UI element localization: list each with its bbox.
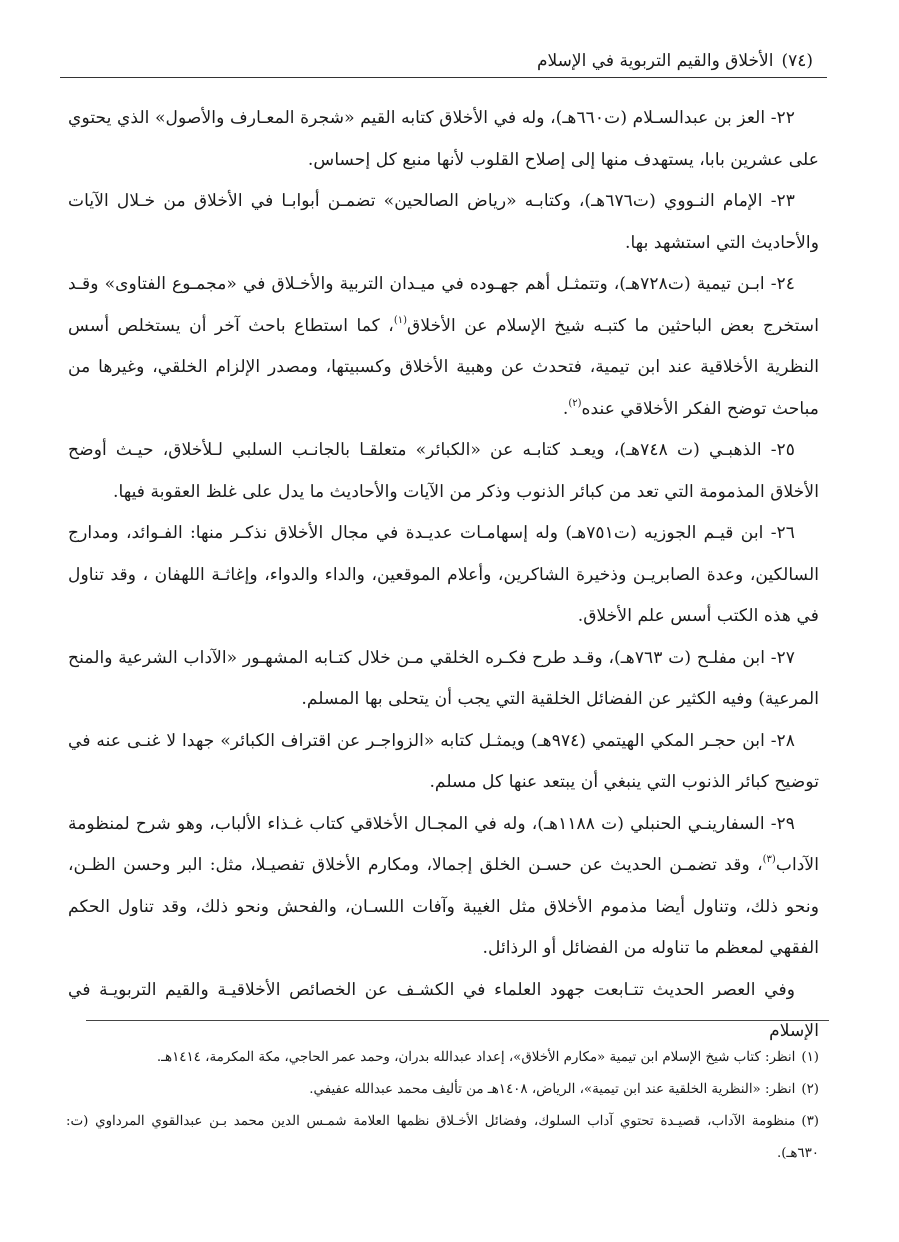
paragraph-text: ٢٧- ابن مفلـح (ت ٧٦٣هـ)، وقـد طرح فكـره الخلقي مـن خلال كتـابه المشهـور «الآداب الشرعية والمنح المرعية) وفيه الكثير عن الفضائل الخلقية التي يجب أن يتحلى بها المسلم. bbox=[68, 647, 819, 709]
footnote-2 bbox=[66, 1074, 819, 1106]
footnote-text: انظر: كتاب شيخ الإسلام ابن تيمية «مكارم الأخلاق»، إعداد عبدالله بدران، وحمد عمر الحاجي، مكة المكرمة، ١٤١٤هـ. bbox=[156, 1050, 796, 1065]
footnote-separator bbox=[86, 1020, 829, 1021]
paragraph-text: ٢٣- الإمام النـووي (ت٦٧٦هـ)، وكتابـه «رياض الصالحين» تضمـن أبوابـا في الأخلاق من خـلال الآيات والأحاديث التي استشهد بها. bbox=[68, 191, 819, 253]
paragraph-22 bbox=[68, 98, 819, 181]
footnote-text: انظر: «النظرية الخلقية عند ابن تيمية»، الرياض، ١٤٠٨هـ من تأليف محمد عبدالله عفيفي. bbox=[309, 1082, 796, 1097]
footnotes bbox=[66, 1042, 819, 1170]
paragraph-text: ٢٥- الذهبـي (ت ٧٤٨هـ)، ويعـد كتابـه عن «الكبائر» متعلقـا بالجانـب السلبي لـلأخلاق، حيـث أوضح الأخلاق المذمومة التي تعد من كبائر الذنوب وذكر من الآيات والأحاديث ما يدل على غلظ العقوبة فيها. bbox=[68, 440, 819, 502]
running-header bbox=[60, 44, 813, 74]
paragraph-text: ٢٤- ابـن تيمية (ت٧٢٨هـ)، وتتمثـل أهم جهـوده في ميـدان التربية والأخـلاق في «مجمـوع الفتاوى» وقـد استخرج بعض الباحثين ما كتبـه شيخ الإسلام عن الأخلاق bbox=[68, 274, 819, 336]
paragraph-23 bbox=[68, 181, 819, 264]
footnote-1 bbox=[66, 1042, 819, 1074]
paragraph-text: ٢٦- ابن قيـم الجوزيه (ت٧٥١هـ) وله إسهامـات عديـدة في مجال الأخلاق نذكـر منها: الفـوائد، ومدارج السالكين، وعدة الصابريـن وذخيرة الشاكرين، وأعلام الموقعين، والداء والدواء، وإغاثـة اللهفان ، وقد تناول في هذه الكتب أسس علم الأخلاق. bbox=[68, 523, 819, 626]
paragraph-text: ، وقد تضمـن الحديث عن حسـن الخلق إجمالا، ومكارم الأخلاق تفصيـلا، مثل: البر وحسن الظـن، ونحو ذلك، وتناول أيضا مذموم الأخلاق مثل الغيبة وآفات اللسـان، والفحش ونحو ذلك، وقد تناول الحكم الفقهي لمعظم ما تناوله من الفضائل أو الرذائل. bbox=[68, 855, 819, 958]
paragraph-text: ٢٢- العز بن عبدالسـلام (ت٦٦٠هـ)، وله في الأخلاق كتابه القيم «شجرة المعـارف والأصول» الذي يحتوي على عشرين بابا، يستهدف منها إلى إصلاح القلوب لأنها منبع كل إحساس. bbox=[68, 108, 819, 170]
footnote-number: (٣) bbox=[801, 1114, 819, 1129]
footnote-ref-1: (١) bbox=[393, 314, 408, 326]
paragraph-modern-era bbox=[68, 970, 819, 1053]
paragraph-text: ٢٨- ابن حجـر المكي الهيتمي (٩٧٤هـ) ويمثـل كتابه «الزواجـر عن اقتراف الكبائر» جهدا لا غنـى عنه في توضيح كبائر الذنوب التي ينبغي أن يبتعد عنها كل مسلم. bbox=[68, 730, 819, 792]
running-title: الأخلاق والقيم التربوية في الإسلام bbox=[537, 51, 774, 71]
page-number: (٧٤) bbox=[781, 51, 813, 71]
footnote-ref-2: (٢) bbox=[568, 397, 582, 409]
header-rule bbox=[60, 77, 827, 78]
paragraph-25 bbox=[68, 430, 819, 513]
footnote-text: منظومة الآداب، قصيـدة تحتوي آداب السلوك، وفضائل الأخـلاق نظمها العلامة شمـس الدين محمد بـن عبدالقوي المرداوي (ت: ٦٣٠هـ). bbox=[66, 1114, 819, 1161]
paragraph-26 bbox=[68, 513, 819, 638]
paragraph-text: . bbox=[562, 398, 569, 419]
paragraph-text: ، كما استطاع باحث آخر أن يستخلص أسس النظرية الأخلاقية عند ابن تيمية، فتحدث عن وهبية الأخلاق وكسبيتها، ومصدر الإلزام الخلقي، وغيرها من مباحث توضح الفكر الأخلاقي عنده bbox=[68, 315, 819, 419]
body-text bbox=[68, 98, 819, 1053]
paragraph-29 bbox=[68, 804, 819, 970]
paragraph-text: ٢٩- السفارينـي الحنبلي (ت ١١٨٨هـ)، وله في المجـال الأخلاقي كتاب غـذاء الألباب، وهو شرح لمنظومة الآداب bbox=[68, 813, 819, 875]
footnote-number: (٢) bbox=[801, 1082, 819, 1097]
paragraph-28 bbox=[68, 721, 819, 804]
footnote-number: (١) bbox=[801, 1050, 819, 1065]
paragraph-24 bbox=[68, 264, 819, 430]
paragraph-27 bbox=[68, 638, 819, 721]
footnote-ref-3: (٣) bbox=[762, 854, 776, 865]
paragraph-text: وفي العصر الحديث تتـابعت جهود العلماء في الكشـف عن الخصائص الأخلاقيـة والقيم التربويـة في الإسلام bbox=[68, 979, 819, 1041]
footnote-3 bbox=[66, 1106, 819, 1170]
